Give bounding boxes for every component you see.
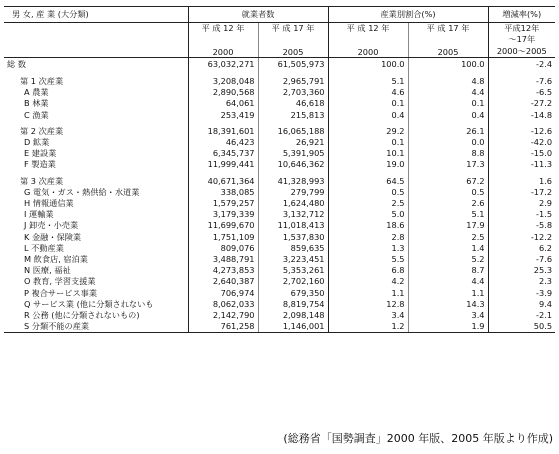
share-2000-cell: 64.5 bbox=[328, 176, 408, 187]
share-2005-cell: 4.4 bbox=[408, 276, 488, 287]
table-body bbox=[4, 58, 555, 333]
share-2000-cell: 6.8 bbox=[328, 265, 408, 276]
employed-2000-cell: 18,391,601 bbox=[188, 126, 258, 137]
share-2000-cell: 2.5 bbox=[328, 198, 408, 209]
share-2005-cell: 100.0 bbox=[408, 58, 488, 72]
change-rate-cell: -2.1 bbox=[488, 310, 555, 321]
share-2000-cell: 1.1 bbox=[328, 288, 408, 299]
employed-2000-cell: 2,640,387 bbox=[188, 276, 258, 287]
row-label: J 卸売・小売業 bbox=[24, 220, 79, 231]
share-2000-cell: 19.0 bbox=[328, 159, 408, 170]
table-row bbox=[4, 254, 555, 265]
employed-2005-cell: 859,635 bbox=[258, 243, 328, 254]
share-2005-cell: 4.4 bbox=[408, 87, 488, 98]
share-2000-cell: 12.8 bbox=[328, 299, 408, 310]
table-row bbox=[4, 265, 555, 276]
employed-2000-cell: 706,974 bbox=[188, 288, 258, 299]
employed-year-2005: 2005 bbox=[258, 45, 328, 58]
change-rate-cell: -15.0 bbox=[488, 148, 555, 159]
row-label: R 公務 (他に分類されないもの) bbox=[24, 310, 140, 321]
change-rate-cell: 25.3 bbox=[488, 265, 555, 276]
employed-2000-cell: 1,751,109 bbox=[188, 232, 258, 243]
change-rate-cell: -11.3 bbox=[488, 159, 555, 170]
table-row bbox=[4, 198, 555, 209]
share-2005-cell: 2.6 bbox=[408, 198, 488, 209]
employed-2005-cell: 2,703,360 bbox=[258, 87, 328, 98]
table-row bbox=[4, 232, 555, 243]
employed-2005-cell: 41,328,993 bbox=[258, 176, 328, 187]
change-period-line1: 平成12年 bbox=[504, 23, 540, 33]
source-citation: (総務省「国勢調査」2000 年版、2005 年版より作成) bbox=[283, 432, 553, 445]
header-row-western-years bbox=[4, 45, 555, 58]
employed-2005-cell: 1,624,480 bbox=[258, 198, 328, 209]
row-label: F 製造業 bbox=[24, 159, 56, 170]
employed-2005-cell: 1,537,830 bbox=[258, 232, 328, 243]
employed-2005-cell: 5,353,261 bbox=[258, 265, 328, 276]
change-rate-cell: 2.9 bbox=[488, 198, 555, 209]
share-2005-cell: 0.4 bbox=[408, 110, 488, 121]
header-row-titles bbox=[4, 7, 555, 23]
employed-2005-cell: 679,350 bbox=[258, 288, 328, 299]
share-2005-cell: 1.1 bbox=[408, 288, 488, 299]
row-label: Q サービス業 (他に分類されないも bbox=[24, 298, 154, 309]
employed-2000-cell: 3,179,339 bbox=[188, 209, 258, 220]
table-row bbox=[4, 187, 555, 198]
row-label: C 漁業 bbox=[24, 109, 49, 120]
row-label: 第 2 次産業 bbox=[20, 125, 64, 136]
change-rate-cell: 9.4 bbox=[488, 299, 555, 310]
employment-by-industry-table bbox=[4, 6, 555, 333]
change-rate-cell: -27.2 bbox=[488, 98, 555, 109]
employed-2005-cell: 10,646,362 bbox=[258, 159, 328, 170]
change-rate-cell: -2.4 bbox=[488, 58, 555, 72]
share-2005-cell: 0.0 bbox=[408, 137, 488, 148]
change-rate-cell: -1.5 bbox=[488, 209, 555, 220]
share-year-h12: 平 成 12 年 bbox=[328, 23, 408, 46]
table-row bbox=[4, 126, 555, 137]
share-2005-cell: 26.1 bbox=[408, 126, 488, 137]
share-2000-cell: 5.1 bbox=[328, 76, 408, 87]
row-label: H 情報通信業 bbox=[24, 198, 74, 209]
change-rate-cell: -42.0 bbox=[488, 137, 555, 148]
share-2005-cell: 0.1 bbox=[408, 98, 488, 109]
employed-2000-cell: 809,076 bbox=[188, 243, 258, 254]
change-rate-cell: -17.2 bbox=[488, 187, 555, 198]
row-label: 総 数 bbox=[7, 59, 26, 69]
employed-2005-cell: 2,965,791 bbox=[258, 76, 328, 87]
employed-2005-cell: 5,391,905 bbox=[258, 148, 328, 159]
employed-2005-cell: 8,819,754 bbox=[258, 299, 328, 310]
employed-2000-cell: 2,890,568 bbox=[188, 87, 258, 98]
table-row bbox=[4, 148, 555, 159]
share-2000-cell: 3.4 bbox=[328, 310, 408, 321]
table-row bbox=[4, 87, 555, 98]
row-label: K 金融・保険業 bbox=[24, 231, 82, 242]
share-2005-cell: 17.9 bbox=[408, 220, 488, 231]
row-label: O 教育, 学習支援業 bbox=[24, 276, 96, 287]
change-rate-cell: 6.2 bbox=[488, 243, 555, 254]
share-year-2005: 2005 bbox=[408, 45, 488, 58]
table-row bbox=[4, 209, 555, 220]
share-2000-cell: 100.0 bbox=[328, 58, 408, 72]
employed-2005-cell: 61,505,973 bbox=[258, 58, 328, 72]
table-row bbox=[4, 299, 555, 310]
table-row bbox=[4, 98, 555, 109]
change-rate-cell: -3.9 bbox=[488, 288, 555, 299]
employed-year-2000: 2000 bbox=[188, 45, 258, 58]
employed-2000-cell: 40,671,364 bbox=[188, 176, 258, 187]
employed-2005-cell: 215,813 bbox=[258, 110, 328, 121]
table-row bbox=[4, 243, 555, 254]
row-label: B 林業 bbox=[24, 98, 49, 109]
employed-2005-cell: 26,921 bbox=[258, 137, 328, 148]
share-2000-cell: 0.1 bbox=[328, 98, 408, 109]
share-2005-cell: 1.9 bbox=[408, 321, 488, 333]
employed-2000-cell: 253,419 bbox=[188, 110, 258, 121]
row-label: N 医療, 福祉 bbox=[24, 265, 71, 276]
row-label: 第 3 次産業 bbox=[20, 175, 64, 186]
share-2000-cell: 29.2 bbox=[328, 126, 408, 137]
row-label: E 建設業 bbox=[24, 148, 57, 159]
table-row bbox=[4, 310, 555, 321]
employment-table-container bbox=[4, 6, 555, 333]
table-row bbox=[4, 159, 555, 170]
employed-year-h17: 平 成 17 年 bbox=[258, 23, 328, 46]
table-row bbox=[4, 288, 555, 299]
employed-2000-cell: 11,699,670 bbox=[188, 220, 258, 231]
share-2005-cell: 67.2 bbox=[408, 176, 488, 187]
employed-2000-cell: 1,579,257 bbox=[188, 198, 258, 209]
row-label: S 分類不能の産業 bbox=[4, 321, 188, 333]
employed-2005-cell: 3,132,712 bbox=[258, 209, 328, 220]
table-row bbox=[4, 276, 555, 287]
row-label: A 農業 bbox=[24, 87, 49, 98]
share-2005-cell: 8.8 bbox=[408, 148, 488, 159]
row-label: M 飲食店, 宿泊業 bbox=[24, 254, 88, 265]
employed-2005-cell: 2,702,160 bbox=[258, 276, 328, 287]
change-rate-cell: 50.5 bbox=[488, 321, 555, 333]
share-2000-cell: 0.5 bbox=[328, 187, 408, 198]
share-2000-cell: 2.8 bbox=[328, 232, 408, 243]
employed-2005-cell: 46,618 bbox=[258, 98, 328, 109]
employed-2005-cell: 16,065,188 bbox=[258, 126, 328, 137]
row-label: 第 1 次産業 bbox=[20, 76, 64, 86]
employed-2000-cell: 761,258 bbox=[188, 321, 258, 333]
change-rate-cell: -12.2 bbox=[488, 232, 555, 243]
share-2000-cell: 0.1 bbox=[328, 137, 408, 148]
share-2000-cell: 4.6 bbox=[328, 87, 408, 98]
employed-2005-cell: 2,098,148 bbox=[258, 310, 328, 321]
share-2000-cell: 4.2 bbox=[328, 276, 408, 287]
table-row bbox=[4, 176, 555, 187]
table-row bbox=[4, 76, 555, 87]
employed-2000-cell: 2,142,790 bbox=[188, 310, 258, 321]
employed-2005-cell: 279,799 bbox=[258, 187, 328, 198]
change-rate-cell: -7.6 bbox=[488, 76, 555, 87]
share-2005-cell: 14.3 bbox=[408, 299, 488, 310]
row-label: P 複合サービス事業 bbox=[24, 287, 98, 298]
share-2000-cell: 1.2 bbox=[328, 321, 408, 333]
employed-2000-cell: 4,273,853 bbox=[188, 265, 258, 276]
table-row bbox=[4, 220, 555, 231]
share-year-2000: 2000 bbox=[328, 45, 408, 58]
share-2005-cell: 4.8 bbox=[408, 76, 488, 87]
share-year-h17: 平 成 17 年 bbox=[408, 23, 488, 46]
row-label: D 鉱業 bbox=[24, 137, 50, 148]
share-2005-cell: 5.1 bbox=[408, 209, 488, 220]
category-column-header: 男 女, 産 業 (大分類) bbox=[4, 7, 188, 23]
table-row bbox=[4, 137, 555, 148]
change-rate-cell: 1.6 bbox=[488, 176, 555, 187]
change-rate-cell: 2.3 bbox=[488, 276, 555, 287]
employed-2000-cell: 6,345,737 bbox=[188, 148, 258, 159]
change-rate-cell: -6.5 bbox=[488, 87, 555, 98]
change-column-header: 増減率(%) bbox=[488, 7, 555, 23]
table-row bbox=[4, 321, 555, 333]
change-rate-cell: -12.6 bbox=[488, 126, 555, 137]
row-label: L 不動産業 bbox=[24, 242, 64, 253]
share-2000-cell: 5.5 bbox=[328, 254, 408, 265]
share-2005-cell: 5.2 bbox=[408, 254, 488, 265]
row-label: G 電気・ガス・熱供給・水道業 bbox=[24, 186, 140, 197]
change-rate-cell: -7.6 bbox=[488, 254, 555, 265]
share-2005-cell: 8.7 bbox=[408, 265, 488, 276]
share-2000-cell: 0.4 bbox=[328, 110, 408, 121]
share-2005-cell: 2.5 bbox=[408, 232, 488, 243]
employed-2005-cell: 1,146,001 bbox=[258, 321, 328, 333]
employed-2000-cell: 3,488,791 bbox=[188, 254, 258, 265]
share-2005-cell: 17.3 bbox=[408, 159, 488, 170]
table-row bbox=[4, 58, 555, 72]
header-row-era-years bbox=[4, 23, 555, 46]
share-2005-cell: 1.4 bbox=[408, 243, 488, 254]
change-period-line3: 2000～2005 bbox=[488, 45, 555, 58]
share-2000-cell: 5.0 bbox=[328, 209, 408, 220]
share-column-header: 産業別割合(%) bbox=[328, 7, 488, 23]
change-period-line2: ～17年 bbox=[508, 34, 536, 44]
employed-2000-cell: 11,999,441 bbox=[188, 159, 258, 170]
change-rate-cell: -14.8 bbox=[488, 110, 555, 121]
share-2005-cell: 0.5 bbox=[408, 187, 488, 198]
employed-2000-cell: 3,208,048 bbox=[188, 76, 258, 87]
employed-2000-cell: 338,085 bbox=[188, 187, 258, 198]
employed-year-h12: 平 成 12 年 bbox=[188, 23, 258, 46]
employed-2000-cell: 8,062,033 bbox=[188, 299, 258, 310]
row-label: I 運輸業 bbox=[24, 209, 54, 220]
employed-2000-cell: 46,423 bbox=[188, 137, 258, 148]
change-rate-cell: -5.8 bbox=[488, 220, 555, 231]
share-2000-cell: 18.6 bbox=[328, 220, 408, 231]
table-row bbox=[4, 110, 555, 121]
share-2000-cell: 1.3 bbox=[328, 243, 408, 254]
employed-column-header: 就業者数 bbox=[188, 7, 328, 23]
share-2005-cell: 3.4 bbox=[408, 310, 488, 321]
employed-2005-cell: 11,018,413 bbox=[258, 220, 328, 231]
employed-2000-cell: 64,061 bbox=[188, 98, 258, 109]
employed-2005-cell: 3,223,451 bbox=[258, 254, 328, 265]
share-2000-cell: 10.1 bbox=[328, 148, 408, 159]
employed-2000-cell: 63,032,271 bbox=[188, 58, 258, 72]
